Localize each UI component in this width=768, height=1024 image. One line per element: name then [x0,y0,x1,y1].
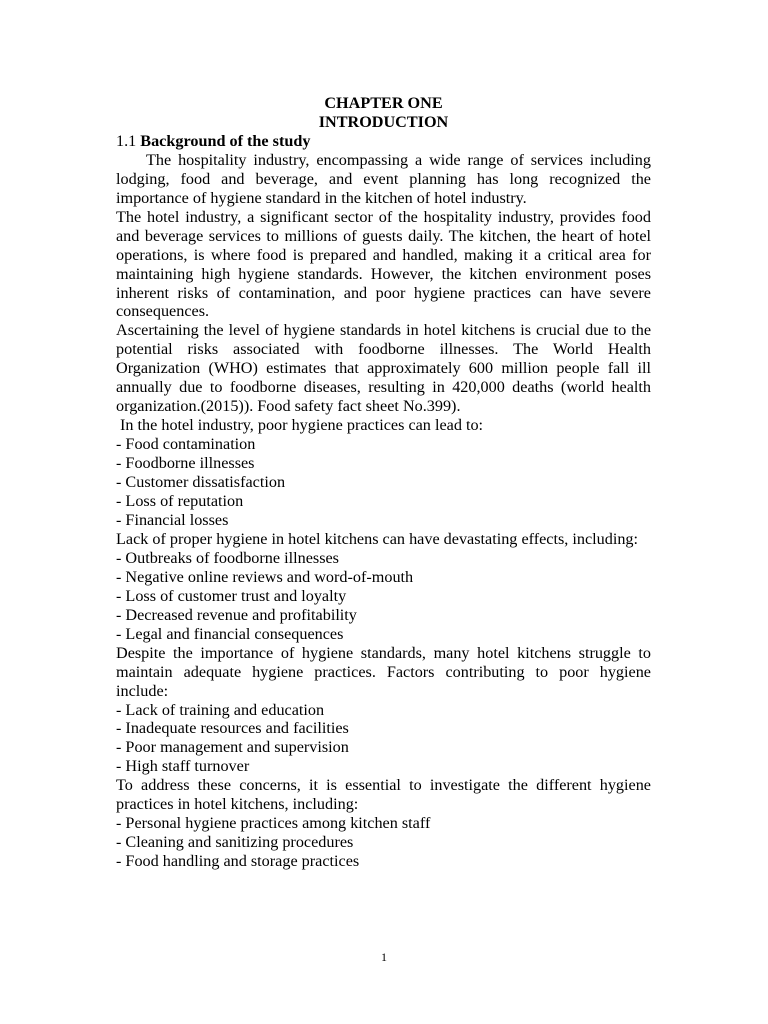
section-number: 1.1 [116,131,137,150]
list-item: - Food contamination [116,435,256,454]
page-number: 1 [381,950,387,964]
factors-list [116,701,651,777]
list-item: - Outbreaks of foodborne illnesses [116,548,339,567]
list-item: - Loss of customer trust and loyalty [116,586,347,605]
paragraph-1: The hospitality industry, encompassing a wide range of services including lodging, food and beverage, and event planning has long recognized the importance of hygiene standard in the kitchen of hotel industry. [116,150,651,207]
section-heading [116,132,651,151]
section-title: Background of the study [140,131,311,150]
consequences-list [116,435,651,530]
list-item: - Food handling and storage practices [116,852,360,871]
list-item: - High staff turnover [116,757,250,776]
paragraph-6: Despite the importance of hygiene standards, many hotel kitchens struggle to maintain adequate hygiene practices. Factors contributing to poor hygiene include: [116,643,651,700]
paragraph-5: Lack of proper hygiene in hotel kitchens can have devastating effects, including: [116,529,639,548]
list-item: - Negative online reviews and word-of-mouth [116,567,414,586]
list-item: - Customer dissatisfaction [116,473,286,492]
paragraph-3: Ascertaining the level of hygiene standards in hotel kitchens is crucial due to the potential risks associated with foodborne illnesses. The World Health Organization (WHO) estimates that approximately 600 million people fall ill annually due to foodborne diseases, resulting in 420,000 deaths (world health organization.(2015)). Food safety fact sheet No.399). [116,321,651,416]
list-item: - Cleaning and sanitizing procedures [116,833,354,852]
paragraph-2: The hotel industry, a significant sector of the hospitality industry, provides food and beverage services to millions of guests daily. The kitchen, the heart of hotel operations, is where food is prepared and handled, making it a critical area for maintaining high hygiene standards. However, the kitchen environment poses inherent risks of contamination, and poor hygiene practices can have severe consequences. [116,207,651,321]
list-item: - Financial losses [116,510,229,529]
paragraph-4: In the hotel industry, poor hygiene practices can lead to: [120,416,484,435]
list-item: - Poor management and supervision [116,738,349,757]
document-page [116,94,651,871]
paragraph-7: To address these concerns, it is essential to investigate the different hygiene practices in hotel kitchens, including: [116,776,651,814]
chapter-number: CHAPTER ONE [324,94,443,112]
list-item: - Lack of training and education [116,700,325,719]
list-item: - Personal hygiene practices among kitchen staff [116,814,431,833]
list-item: - Inadequate resources and facilities [116,719,349,738]
practices-list [116,814,651,871]
list-item: - Legal and financial consequences [116,624,344,643]
chapter-title: INTRODUCTION [318,112,449,131]
list-item: - Loss of reputation [116,492,244,511]
list-item: - Foodborne illnesses [116,454,255,473]
list-item: - Decreased revenue and profitability [116,605,357,624]
effects-list [116,549,651,644]
